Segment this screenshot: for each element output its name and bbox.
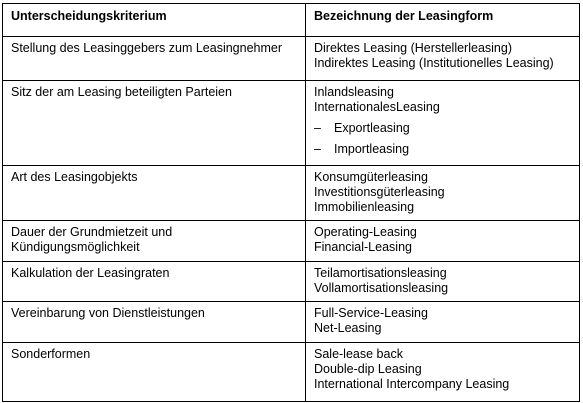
sub-form-item [314, 121, 573, 136]
forms-cell [306, 302, 580, 343]
criterion-text: Stellung des Leasinggebers zum Leasingnehmer [11, 41, 283, 55]
form-item: Teilamortisationsleasing [314, 266, 447, 280]
form-item: Sale-lease back [314, 347, 403, 361]
form-item: Net-Leasing [314, 321, 382, 335]
form-item: Vollamortisationsleasing [314, 281, 449, 295]
dash-marker: – [314, 121, 321, 135]
forms-cell [306, 37, 580, 81]
form-item: Investitionsgüterleasing [314, 185, 445, 199]
forms-cell [306, 343, 580, 402]
criterion-text: Kündigungsmöglichkeit [11, 240, 140, 254]
leasing-forms-table [2, 3, 580, 402]
table-row [3, 343, 580, 402]
form-item: Immobilienleasing [314, 200, 415, 214]
criterion-text: Kalkulation der Leasingraten [11, 266, 170, 280]
criterion-text: Dauer der Grundmietzeit und [11, 225, 173, 239]
criterion-cell [3, 302, 306, 343]
sub-form-item [314, 142, 573, 157]
form-item: InternationalesLeasing [314, 100, 440, 114]
form-item: Full-Service-Leasing [314, 306, 428, 320]
form-item: Konsumgüterleasing [314, 170, 428, 184]
form-item: Financial-Leasing [314, 240, 412, 254]
criterion-cell [3, 221, 306, 262]
header-leasing-form: Bezeichnung der Leasingform [306, 4, 580, 37]
criterion-text: Sitz der am Leasing beteiligten Parteien [11, 85, 232, 99]
sub-form-text: Exportleasing [334, 121, 410, 135]
criterion-cell [3, 166, 306, 221]
form-item: Direktes Leasing (Herstellerleasing) [314, 41, 512, 55]
criterion-text: Sonderformen [11, 347, 91, 361]
table-row [3, 166, 580, 221]
criterion-cell [3, 343, 306, 402]
form-item: Operating-Leasing [314, 225, 417, 239]
form-item: Indirektes Leasing (Institutionelles Leasing) [314, 56, 554, 70]
sub-form-text: Importleasing [334, 142, 410, 156]
table-row [3, 262, 580, 302]
form-item: Inlandsleasing [314, 85, 394, 99]
forms-cell [306, 262, 580, 302]
header-row [3, 4, 580, 37]
sub-form-list [314, 121, 573, 157]
criterion-cell [3, 81, 306, 166]
criterion-cell [3, 262, 306, 302]
table-row [3, 81, 580, 166]
criterion-text: Vereinbarung von Dienstleistungen [11, 306, 205, 320]
forms-cell [306, 166, 580, 221]
table-row [3, 37, 580, 81]
criterion-text: Art des Leasingobjekts [11, 170, 138, 184]
table-row [3, 302, 580, 343]
forms-cell [306, 221, 580, 262]
form-item: Double-dip Leasing [314, 362, 422, 376]
criterion-cell [3, 37, 306, 81]
forms-cell [306, 81, 580, 166]
form-item: International Intercompany Leasing [314, 377, 510, 391]
header-criterion: Unterscheidungskriterium [3, 4, 306, 37]
table-row [3, 221, 580, 262]
dash-marker: – [314, 142, 321, 156]
